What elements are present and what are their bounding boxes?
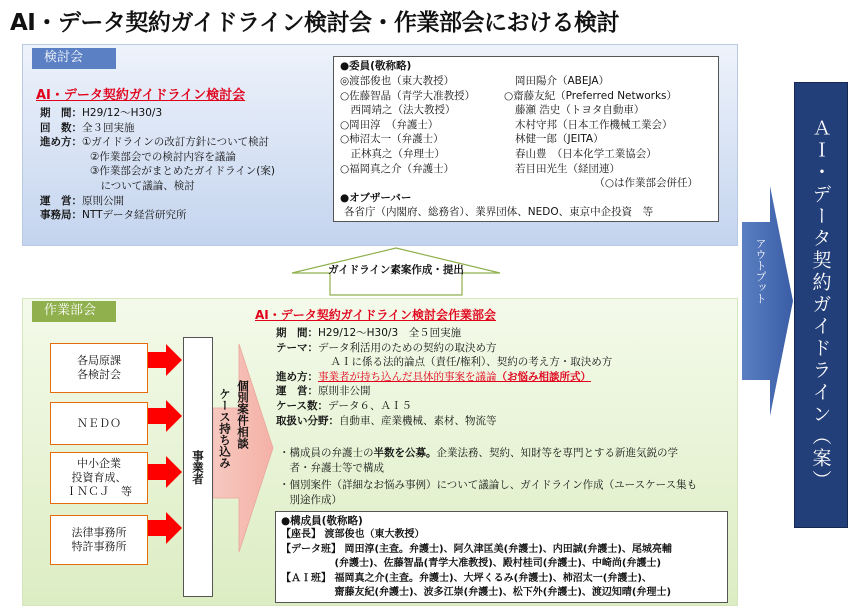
output-box: ＡＩ・データ契約ガイドライン（案） bbox=[794, 82, 848, 528]
members-note: （○は作業部会併任） bbox=[594, 177, 698, 189]
case-label-2: 個別案件相談 bbox=[236, 380, 250, 449]
observer-heading: ●オブザーバー bbox=[340, 192, 412, 204]
members-box bbox=[333, 56, 719, 222]
page-title: AI・データ契約ガイドライン検討会・作業部会における検討 bbox=[10, 10, 619, 36]
sagyo-bullets: ・構成員の弁護士の半数を公募。企業法務、契約、知財等を専門とする新進気鋭の学 者・弁護士等で構成 ・個別案件（詳細なお悩み事例）について議論し、ガイドライン作成（ユースケース集も 別途作成） bbox=[279, 447, 698, 506]
jigyosha-box: 事業者 bbox=[183, 337, 213, 597]
org-box-law: 法律事務所 特許事務所 bbox=[50, 515, 148, 565]
red-arrows bbox=[148, 340, 184, 570]
sagyo-details: 期 間：H29/12～H30/3 全５回実施 テーマ：データ利活用のための契約の取決め方 ＡＩに係る法的論点（責任/権利）、契約の考え方・取決め方 進め方：事業者が持ち込んだ具体的事案を議論（お悩み相談所式） 運 営：原則非公開 ケース数：データ６、ＡＩ５ 取扱い分野：自動車、産業機械、素材、物流等 bbox=[276, 327, 613, 427]
red-arrow-1 bbox=[148, 344, 182, 376]
members-right-list: 岡田陽介（ABEJA） ○齋藤友紀（Preferred Networks） 藤瀬 浩史（トヨタ自動車） 木村守邦（日本工作機械工業会） 林健一郎（JEITA） 春山豊 （日本化学工業協会） 若目田光生（経団連） bbox=[504, 75, 678, 175]
red-arrow-4 bbox=[148, 512, 182, 544]
org-box-kakukyoku: 各局原課 各検討会 bbox=[50, 343, 148, 393]
members-left-list: ◎渡部俊也（東大教授） ○佐藤智晶（青学大准教授） 西岡靖之（法大教授） ○岡田淳 （弁護士） ○柿沼太一（弁護士） 正林真之（弁理士） ○福岡真之介（弁護士） bbox=[340, 75, 476, 175]
sagyo-heading: AI・データ契約ガイドライン検討会作業部会 bbox=[255, 308, 497, 322]
up-arrow-label: ガイドライン素案作成・提出 bbox=[328, 264, 464, 276]
comp-lines: 【座長】 渡部俊也（東大教授） 【データ班】 岡田淳(主査。弁護士)、阿久津匡美(弁護士)、内田誠(弁護士)、尾城亮輔 (弁護士)、佐藤智晶(青学大准教授)、殿村桂司(弁護士)、中崎尚(弁護士) 【ＡＩ班】 福岡真之介(主査。弁護士)、大坪くるみ(弁護士)、柿沼太一(弁護士)、 齋藤友紀(弁護士)、波多江崇(弁護士)、松下外(弁護士)、渡辺知晴(弁理士) bbox=[281, 529, 672, 599]
kentokai-tag: 検討会 bbox=[32, 48, 116, 69]
kentokai-heading: AI・データ契約ガイドライン検討会 bbox=[36, 88, 246, 103]
red-arrow-3 bbox=[148, 456, 182, 488]
observer-text: 各省庁（内閣府、総務省）、業界団体、NEDO、東京中企投資 等 bbox=[344, 206, 654, 218]
red-arrow-2 bbox=[148, 400, 182, 432]
org-box-nedo: ＮＥＤＯ bbox=[50, 402, 148, 445]
members-heading: ●委員(敬称略) bbox=[340, 60, 412, 72]
case-label-1: ケース持ち込み bbox=[218, 388, 232, 469]
output-label: アウトプット bbox=[754, 238, 767, 304]
sagyo-tag: 作業部会 bbox=[32, 301, 116, 322]
kentokai-details: 期 間：H29/12～H30/3 回 数：全３回実施 進め方：①ガイドラインの改訂方針について検討 ②作業部会での検討内容を議論 ③作業部会がまとめたガイドライン(案) について議論、検討 運 営：原則公開 事務局：NTTデータ経営研究所 bbox=[40, 107, 275, 222]
output-arrow bbox=[742, 186, 794, 416]
case-arrow bbox=[213, 338, 275, 600]
composition-box bbox=[275, 511, 728, 603]
org-box-chusho: 中小企業 投資育成、 ＩＮＣＪ 等 bbox=[50, 452, 148, 504]
comp-heading: ●構成員(敬称略) bbox=[281, 515, 363, 527]
